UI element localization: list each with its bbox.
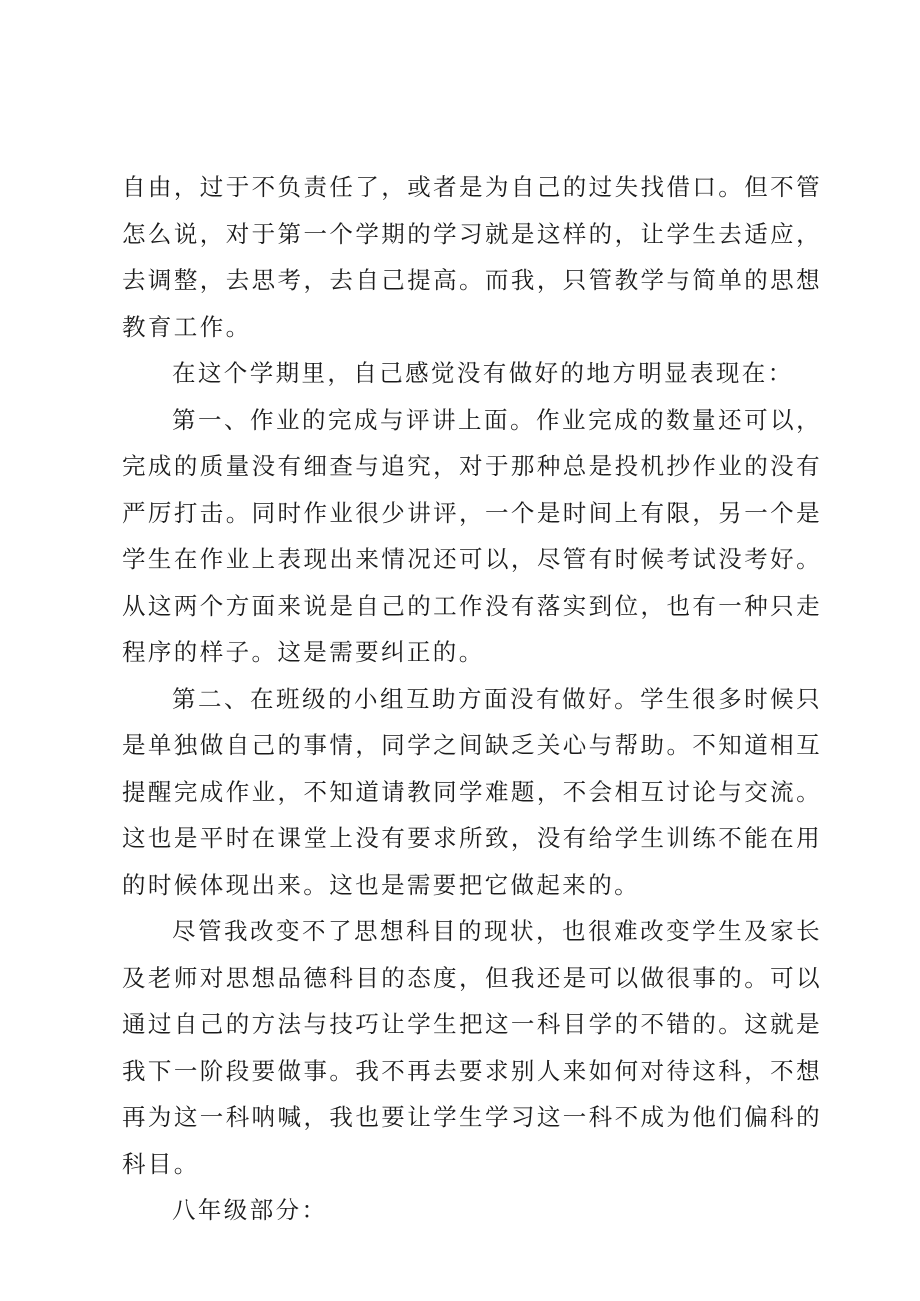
paragraph-1: 自由，过于不负责任了，或者是为自己的过失找借口。但不管怎么说，对于第一个学期的学习就是这样的，让学生去适应，去调整，去思考，去自己提高。而我，只管教学与简单的思想教育工作。 bbox=[122, 173, 822, 341]
paragraph-4: 第二、在班级的小组互助方面没有做好。学生很多时候只是单独做自己的事情，同学之间缺乏关心与帮助。不知道相互提醒完成作业，不知道请教同学难题，不会相互讨论与交流。这也是平时在课堂上没有要求所致，没有给学生训练不能在用的时候体现出来。这也是需要把它做起来的。 bbox=[122, 684, 822, 899]
paragraph-5: 尽管我改变不了思想科目的现状，也很难改变学生及家长及老师对思想品德科目的态度，但我还是可以做很事的。可以通过自己的方法与技巧让学生把这一科目学的不错的。这就是我下一阶段要做事。我不再去要求别人来如何对待这科，不想再为这一科呐喊，我也要让学生学习这一科不成为他们偏科的科目。 bbox=[122, 917, 822, 1178]
document-body bbox=[122, 164, 822, 1234]
paragraph-6: 八年级部分： bbox=[172, 1196, 328, 1224]
paragraph-3: 第一、作业的完成与评讲上面。作业完成的数量还可以，完成的质量没有细查与追究，对于那种总是投机抄作业的没有严厉打击。同时作业很少讲评，一个是时间上有限，另一个是学生在作业上表现出来情况还可以，尽管有时候考试没考好。从这两个方面来说是自己的工作没有落实到位，也有一种只走程序的样子。这是需要纠正的。 bbox=[122, 405, 822, 666]
paragraph-2: 在这个学期里，自己感觉没有做好的地方明显表现在： bbox=[172, 359, 794, 387]
